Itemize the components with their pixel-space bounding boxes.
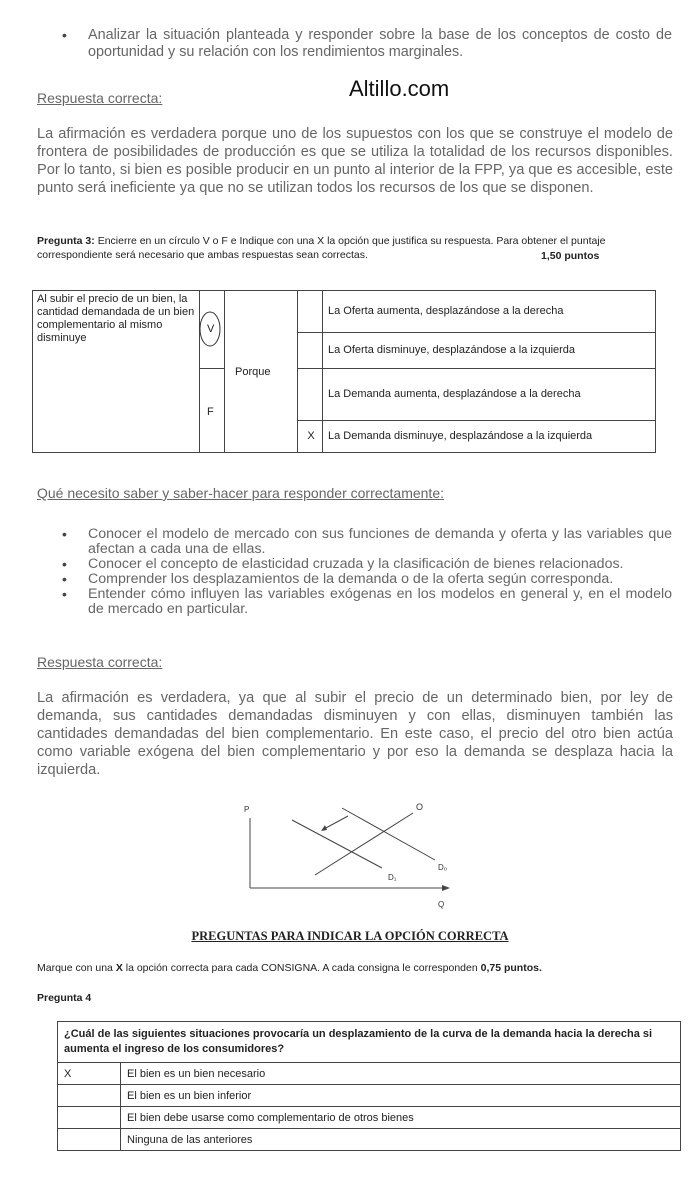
know-item: • Conocer el concepto de elasticidad cruzada y la clasificación de bienes relacionados. [62, 557, 672, 572]
q4-question: ¿Cuál de las siguientes situaciones provocaría un desplazamiento de la curva de la demanda hacia la derecha si aumenta el ingreso de los consumidores? [58, 1022, 681, 1063]
q3-option-text: La Oferta disminuye, desplazándose a la izquierda [328, 343, 576, 356]
q3-instruction-text: Encierre en un círculo V o F e Indique con una X la opción que justifica su respuesta. Para obtener el puntaje correspondiente será necesario que ambas respuestas sean correctas. [37, 235, 606, 261]
demand-d0 [342, 808, 435, 860]
shift-arrow [324, 816, 348, 829]
graph-label-q: Q [438, 900, 445, 909]
q3-label: Pregunta 3: [37, 235, 95, 247]
q3-option-text: La Oferta aumenta, desplazándose a la derecha [328, 304, 564, 317]
q4-option-mark[interactable] [58, 1107, 121, 1129]
answer-text: La afirmación es verdadera, ya que al subir el precio de un determinado bien, por ley de demanda, sus cantidades demandadas disminuyen y con ellas, disminuyen también las cantidades demandadas del bien complementario. En este caso, el precio del otro bien actúa como variable exógena del bien complementario y por eso la demanda se desplaza hacia la izquierda. [37, 690, 673, 778]
mc-instruction [37, 961, 542, 975]
top-bullet-list [62, 27, 672, 61]
q4-option-text: El bien es un bien inferior [121, 1085, 681, 1107]
table-row [58, 1063, 681, 1085]
q4-option-text: Ninguna de las anteriores [121, 1129, 681, 1151]
know-item: • Comprender los desplazamientos de la demanda o de la oferta según corresponda. [62, 572, 672, 587]
graph-label-o: O [416, 802, 424, 812]
q3-option-mark[interactable] [300, 332, 322, 368]
q4-option-mark[interactable] [58, 1085, 121, 1107]
q3-f[interactable]: F [207, 406, 214, 418]
watermark: Altillo.com [349, 76, 450, 101]
know-item: • Conocer el modelo de mercado con sus funciones de demanda y oferta y las variables que afectan a cada una de ellas. [62, 527, 672, 557]
supply-curve [315, 813, 413, 875]
table-row [58, 1107, 681, 1129]
answer-heading: Respuesta correcta: [37, 90, 163, 106]
q4-label: Pregunta 4 [37, 992, 92, 1004]
q4-option-text: El bien es un bien necesario [121, 1063, 681, 1085]
q3-points: 1,50 puntos [541, 250, 600, 262]
table-row [58, 1129, 681, 1151]
q4-option-mark[interactable]: X [58, 1063, 121, 1085]
q3-option-mark[interactable] [300, 368, 322, 420]
q4-table [57, 1021, 681, 1151]
instruction-x: X [115, 962, 123, 974]
graph-label-d1: D₁ [388, 873, 397, 882]
know-list [62, 527, 672, 617]
answer-text: La afirmación es verdadera porque uno de los supuestos con los que se construye el modelo de frontera de posibilidades de producción es que se utiliza la totalidad de los recursos disponibles. Por lo tanto, si bien es posible producir en un punto al interior de la FPP, ya que es accesible, este punto será ineficiente ya que no se utilizan todos los recursos de los que se disponen. [37, 126, 673, 196]
know-heading: Qué necesito saber y saber-hacer para responder correctamente: [37, 485, 444, 501]
graph-label-d0: D₀ [438, 863, 448, 872]
q3-option-text: La Demanda disminuye, desplazándose a la izquierda [328, 430, 593, 442]
shift-arrowhead [321, 825, 327, 831]
q3-option-mark[interactable] [300, 290, 322, 332]
know-item: • Entender cómo influyen las variables exógenas en los modelos en general y, en el modelo de mercado en particular. [62, 587, 672, 617]
q4-question-row [58, 1022, 681, 1063]
instruction-pre: Marque con una [37, 962, 116, 974]
graph-label-p: P [244, 805, 250, 814]
answer-heading: Respuesta correcta: [37, 654, 163, 670]
q3-porque: Porque [235, 366, 271, 378]
q3-option-text: La Demanda aumenta, desplazándose a la derecha [328, 387, 581, 400]
table-row [58, 1085, 681, 1107]
q3-table [32, 290, 656, 453]
section-title: PREGUNTAS PARA INDICAR LA OPCIÓN CORRECTA [191, 929, 509, 943]
q3-statement: Al subir el precio de un bien, la cantidad demandada de un bien complementario al mismo disminuye [37, 293, 195, 344]
x-axis-arrowhead [442, 885, 450, 891]
q4-option-mark[interactable] [58, 1129, 121, 1151]
q3-option-mark[interactable]: X [307, 430, 315, 442]
demand-shift-graph [230, 798, 470, 910]
q4-option-text: El bien debe usarse como complementario de otros bienes [121, 1107, 681, 1129]
instruction-mid: la opción correcta para cada CONSIGNA. A cada consigna le corresponden [122, 962, 481, 974]
bullet-item: • Analizar la situación planteada y responder sobre la base de los conceptos de costo de oportunidad y su relación con los rendimientos marginales. [62, 27, 672, 61]
q3-v[interactable]: V [207, 323, 215, 335]
instruction-points: 0,75 puntos. [480, 962, 542, 974]
